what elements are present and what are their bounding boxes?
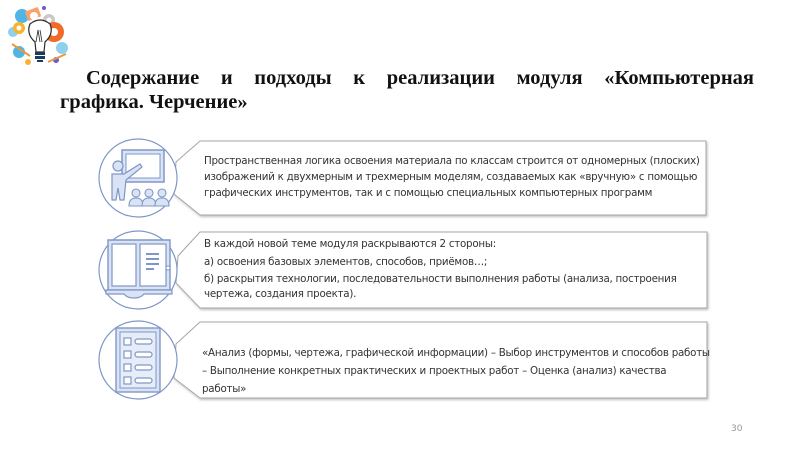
text-line: изображений к двухмерным и трехмерным моделям, создаваемых как «вручную» с помощью — [204, 171, 698, 183]
slide-title-line-2: графика. Черчение» — [60, 91, 248, 113]
content-block-1 — [96, 136, 716, 222]
text-line: Пространственная логика освоения материала по классам строится от одномерных (плоских) — [204, 155, 700, 167]
lightbulb-gears-logo-icon — [4, 2, 74, 72]
teacher-presentation-icon — [96, 136, 182, 222]
slide-title-line-1: Содержание и подходы к реализации модуля «Компьютерная — [86, 67, 754, 89]
content-block-2 — [96, 228, 716, 314]
text-line: чертежа, создания проекта). — [204, 287, 357, 300]
text-line: графических инструментов, так и с помощью специальных компьютерных программ — [204, 187, 653, 199]
page-number: 30 — [731, 424, 743, 434]
text-line: В каждой новой теме модуля раскрываются 2 стороны: — [204, 238, 496, 250]
content-block-3 — [96, 318, 716, 404]
block-1-text — [204, 153, 704, 201]
text-line: а) освоения базовых элементов, способов, приёмов…; — [204, 255, 488, 268]
checklist-icon — [96, 318, 182, 404]
text-line: – Выполнение конкретных практических и проектных работ – Оценка (анализ) качества работы» — [202, 365, 667, 395]
text-line: «Анализ (формы, чертежа, графической информации) – Выбор инструментов и способов работы — [202, 347, 710, 359]
book-icon — [96, 228, 182, 314]
slide-title — [60, 66, 754, 114]
block-3-text — [202, 344, 712, 398]
block-2-text — [204, 236, 704, 303]
text-line: б) раскрытия технологии, последовательности выполнения работы (анализа, построения — [204, 273, 677, 285]
